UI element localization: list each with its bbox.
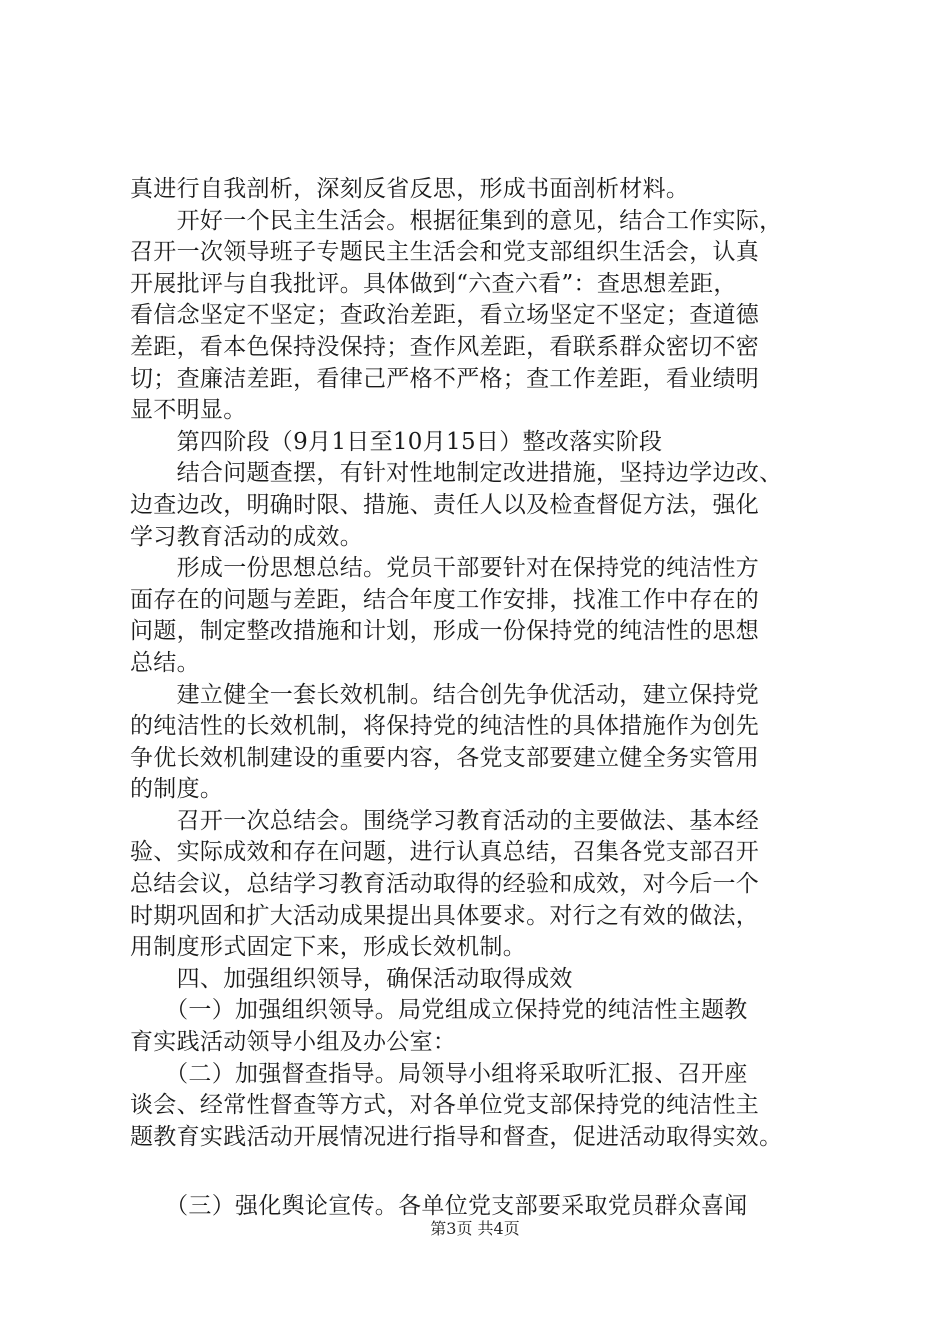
- text-line: 建立健全一套长效机制。结合创先争优活动，建立保持党: [130, 681, 760, 708]
- text-line: 切；查廉洁差距，看律己严格不严格；查工作差距，看业绩明: [130, 365, 760, 392]
- text-line: 形成一份思想总结。党员干部要针对在保持党的纯洁性方: [130, 555, 760, 582]
- text-line: 开好一个民主生活会。根据征集到的意见，结合工作实际，: [130, 207, 783, 234]
- text-line: 的纯洁性的长效机制，将保持党的纯洁性的具体措施作为创先: [130, 713, 760, 740]
- page-number: 第3页 共4页: [430, 1219, 520, 1238]
- text-line: 差距，看本色保持没保持；查作风差距，看联系群众密切不密: [130, 333, 760, 360]
- text-line: （二）加强督查指导。局领导小组将采取听汇报、召开座: [130, 1060, 748, 1087]
- text-line: 时期巩固和扩大活动成果提出具体要求。对行之有效的做法，: [130, 902, 760, 929]
- text-line: 边查边改，明确时限、措施、责任人以及检查督促方法，强化: [130, 491, 760, 518]
- text-line: 召开一次领导班子专题民主生活会和党支部组织生活会，认真: [130, 239, 760, 266]
- text-line: 召开一次总结会。围绕学习教育活动的主要做法、基本经: [130, 807, 760, 834]
- paragraph-gap: [130, 1153, 830, 1191]
- text-line: 问题，制定整改措施和计划，形成一份保持党的纯洁性的思想: [130, 618, 760, 645]
- section-heading: 第四阶段（9月1日至10月15日）整改落实阶段: [130, 428, 663, 455]
- text-line: 真进行自我剖析，深刻反省反思，形成书面剖析材料。: [130, 176, 690, 202]
- text-line: 验、实际成效和存在问题，进行认真总结，召集各党支部召开: [130, 839, 760, 866]
- text-line: 显不明显。: [130, 397, 247, 424]
- text-line: 学习教育活动的成效。: [130, 523, 363, 550]
- text-line: 看信念坚定不坚定；查政治差距，看立场坚定不坚定；查道德: [130, 302, 760, 329]
- text-line: 育实践活动领导小组及办公室：: [130, 1029, 457, 1056]
- text-line: 争优长效机制建设的重要内容，各党支部要建立健全务实管用: [130, 744, 760, 771]
- text-line: （一）加强组织领导。局党组成立保持党的纯洁性主题教: [130, 997, 748, 1024]
- text-line: 谈会、经常性督查等方式，对各单位党支部保持党的纯洁性主: [130, 1092, 760, 1119]
- text-line: 的制度。: [130, 776, 224, 803]
- text-line: 总结会议，总结学习教育活动取得的经验和成效，对今后一个: [130, 871, 760, 898]
- document-body: [130, 174, 830, 1223]
- text-line: 题教育实践活动开展情况进行指导和督查，促进活动取得实效。: [130, 1123, 783, 1150]
- text-line: 用制度形式固定下来，形成长效机制。: [130, 934, 527, 961]
- text-line: 面存在的问题与差距，结合年度工作安排，找准工作中存在的: [130, 586, 760, 613]
- text-line: 开展批评与自我批评。具体做到“六查六看”：查思想差距，: [130, 270, 737, 297]
- text-line: 总结。: [130, 649, 200, 676]
- text-line: （三）强化舆论宣传。各单位党支部要采取党员群众喜闻: [130, 1193, 748, 1220]
- section-heading: 四、加强组织领导，确保活动取得成效: [130, 965, 573, 992]
- text-line: 结合问题查摆，有针对性地制定改进措施，坚持边学边改、: [130, 460, 783, 487]
